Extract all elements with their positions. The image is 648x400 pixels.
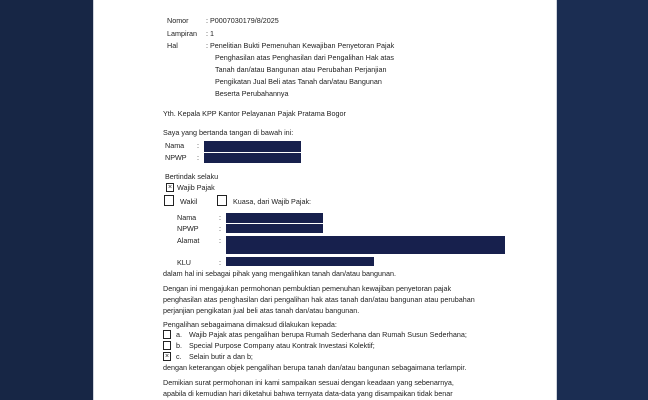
- wp-klu-colon: :: [219, 258, 221, 267]
- kuasa-label: Kuasa, dari Wajib Pajak:: [233, 197, 312, 206]
- nomor-label: Nomor: [167, 16, 189, 25]
- option-c-letter: c.: [176, 352, 182, 361]
- option-a-checkbox[interactable]: [163, 330, 171, 339]
- recipient-line: Yth. Kepala KPP Kantor Pelayanan Pajak Pratama Bogor: [163, 109, 346, 118]
- kuasa-checkbox[interactable]: [217, 195, 227, 206]
- role-line: dalam hal ini sebagai pihak yang mengalihkan tanah dan/atau bangunan.: [163, 269, 396, 278]
- para2-line: Demikian surat permohonan ini kami sampaikan sesuai dengan keadaan yang sebenarnya,: [163, 378, 454, 387]
- option-c-checkbox[interactable]: ×: [164, 353, 170, 360]
- wakil-checkbox[interactable]: [164, 195, 174, 206]
- transfer-intro: Pengalihan sebagaimana dimaksud dilakukan kepada:: [163, 320, 337, 329]
- wakil-label: Wakil: [180, 197, 198, 206]
- redacted-wp-npwp: [226, 224, 323, 233]
- intro-line: Saya yang bertanda tangan di bawah ini:: [163, 128, 294, 137]
- para1-line: penghasilan atas penghasilan dari pengalihan hak atas tanah dan/atau bangunan atau perubahan: [163, 295, 475, 304]
- lampiran-value: : 1: [206, 29, 214, 38]
- redacted-signer-npwp: [204, 153, 301, 163]
- wp-alamat-label: Alamat: [177, 236, 200, 245]
- option-b-text: Special Purpose Company atau Kontrak Investasi Kolektif;: [189, 341, 375, 350]
- nomor-value: : P0007030179/8/2025: [206, 16, 279, 25]
- wp-klu-label: KLU: [177, 258, 191, 267]
- signer-npwp-colon: :: [197, 153, 199, 162]
- redacted-wp-address: [226, 236, 505, 254]
- redacted-signer-name: [204, 141, 301, 152]
- option-b-letter: b.: [176, 341, 182, 350]
- para1-line: Dengan ini mengajukan permohonan pembuktian pemenuhan kewajiban penyetoran pajak: [163, 284, 452, 293]
- option-a-letter: a.: [176, 330, 182, 339]
- signer-nama-label: Nama: [165, 141, 185, 150]
- right-background-panel: [555, 0, 648, 400]
- hal-line: Tanah dan/atau Bangunan atau Perubahan Perjanjian: [215, 65, 387, 74]
- redacted-wp-name: [226, 213, 323, 223]
- acting-label: Bertindak selaku: [165, 172, 219, 181]
- after-options-line: dengan keterangan objek pengalihan berupa tanah dan/atau bangunan sebagaimana terlampir.: [163, 363, 467, 372]
- option-a-text: Wajib Pajak atas pengalihan berupa Rumah Sederhana dan Rumah Susun Sederhana;: [189, 330, 467, 339]
- hal-line: Penghasilan atas Penghasilan dari Pengalihan Hak atas: [215, 53, 395, 62]
- option-c-text: Selain butir a dan b;: [189, 352, 253, 361]
- hal-line: Beserta Perubahannya: [215, 89, 289, 98]
- wp-npwp-colon: :: [219, 224, 221, 233]
- wp-npwp-label: NPWP: [177, 224, 199, 233]
- wp-alamat-colon: :: [219, 236, 221, 245]
- para1-line: perjanjian pengikatan jual beli atas tanah dan/atau bangunan.: [163, 306, 360, 315]
- signer-nama-colon: :: [197, 141, 199, 150]
- letter-document: [93, 0, 557, 400]
- hal-label: Hal: [167, 41, 178, 50]
- hal-line: Pengikatan Jual Beli atas Tanah dan/atau Bangunan: [215, 77, 382, 86]
- para2-line: apabila di kemudian hari diketahui bahwa ternyata data-data yang disampaikan tidak benar: [163, 389, 453, 398]
- signer-npwp-label: NPWP: [165, 153, 187, 162]
- hal-line: : Penelitian Bukti Pemenuhan Kewajiban Penyetoran Pajak: [206, 41, 395, 50]
- wp-nama-colon: :: [219, 213, 221, 222]
- wp-nama-label: Nama: [177, 213, 197, 222]
- lampiran-label: Lampiran: [167, 29, 197, 38]
- left-background-panel: [0, 0, 93, 400]
- wajib-pajak-checkbox[interactable]: ×: [167, 184, 173, 191]
- wajib-pajak-label: Wajib Pajak: [177, 183, 215, 192]
- redacted-wp-klu: [226, 257, 374, 266]
- option-b-checkbox[interactable]: [163, 341, 171, 350]
